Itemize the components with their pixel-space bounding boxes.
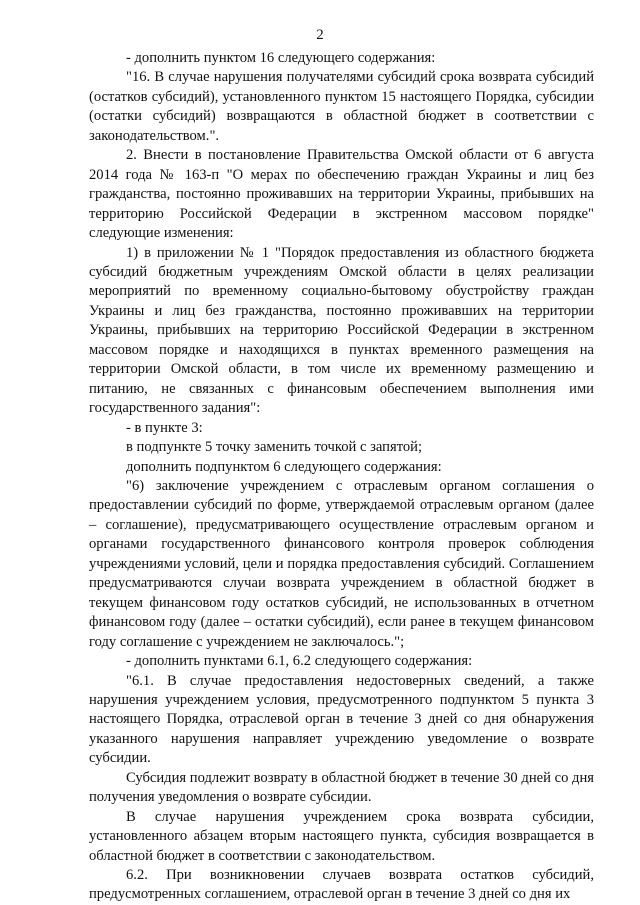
- paragraph-point-16: "16. В случае нарушения получателями субсидий срока возврата субсидий (остатков субсидий), установленного пунктом 15 настоящего Порядка, субсидии (остатки субсидий) возвращаются в областной бюджет в соответствии с законодательством.".: [89, 69, 594, 144]
- paragraph-subpoint-6: "6) заключение учреждением с отраслевым органом соглашения о предоставлении субсидий по форме, утверждаемой отраслевым органом (далее – соглашение), предусматривающего осуществление отраслевым органом и органами государственного финансового контроля проверок соблюдения учреждениями условий, цели и порядка предоставления субсидий. Соглашением предусматриваются случаи возврата учреждением в областной бюджет в текущем финансовом году остатков субсидий, не использованных в отчетном финансовом году (далее – остатки субсидий), если ранее в текущем финансовом году соглашение с учреждением не заключалось.";: [89, 477, 594, 650]
- paragraph-subsidy-return: Субсидия подлежит возврату в областной бюджет в течение 30 дней со дня получения уведомления о возврате субсидии.: [89, 769, 594, 806]
- paragraph-violation-return: В случае нарушения учреждением срока возврата субсидии, установленного абзацем вторым настоящего пункта, субсидия возвращается в областной бюджет в соответствии с законодательством.: [89, 808, 594, 864]
- document-body: [89, 49, 594, 905]
- paragraph-add-subpoint-6: дополнить подпунктом 6 следующего содержания:: [126, 458, 442, 475]
- paragraph-point-6-1: "6.1. В случае предоставления недостоверных сведений, а также нарушения учреждением условия, предусмотренного подпунктом 5 пункта 3 настоящего Порядка, отраслевой орган в течение 3 дней со дня обнаружения указанного нарушения направляет учреждению уведомление о возврате субсидии.: [89, 672, 594, 767]
- paragraph-section-2: 2. Внести в постановление Правительства Омской области от 6 августа 2014 года № 163-п "О мерах по обеспечению граждан Украины и лиц без гражданства, постоянно проживавших на территории Украины, прибывших на территорию Российской Федерации в экстренном массовом порядке" следующие изменения:: [89, 147, 594, 242]
- paragraph-point-6-2: 6.2. При возникновении случаев возврата остатков субсидий, предусмотренных соглашением, отраслевой орган в течение 3 дней со дня их: [89, 867, 594, 903]
- paragraph-add-points-6-1-6-2: - дополнить пунктами 6.1, 6.2 следующего содержания:: [126, 653, 473, 670]
- page-number: 2: [316, 27, 324, 43]
- paragraph-in-point-3: - в пункте 3:: [126, 419, 203, 436]
- paragraph-add-point-16: - дополнить пунктом 16 следующего содержания:: [126, 50, 436, 66]
- paragraph-appendix-1: 1) в приложении № 1 "Порядок предоставления из областного бюджета субсидий бюджетным учреждениям Омской области в целях реализации мероприятий по временному социально-бытовому обустройству граждан Украины и лиц без гражданства, постоянно проживавших на территории Украины, прибывших на территорию Российской Федерации в экстренном массовом порядке и находящихся в пунктах временного размещения на территории Омской области, в том числе их временному размещению и питанию, не связанных с финансовым обеспечением выполнения ими государственного задания":: [89, 244, 594, 417]
- paragraph-subpoint-5: в подпункте 5 точку заменить точкой с запятой;: [126, 439, 423, 456]
